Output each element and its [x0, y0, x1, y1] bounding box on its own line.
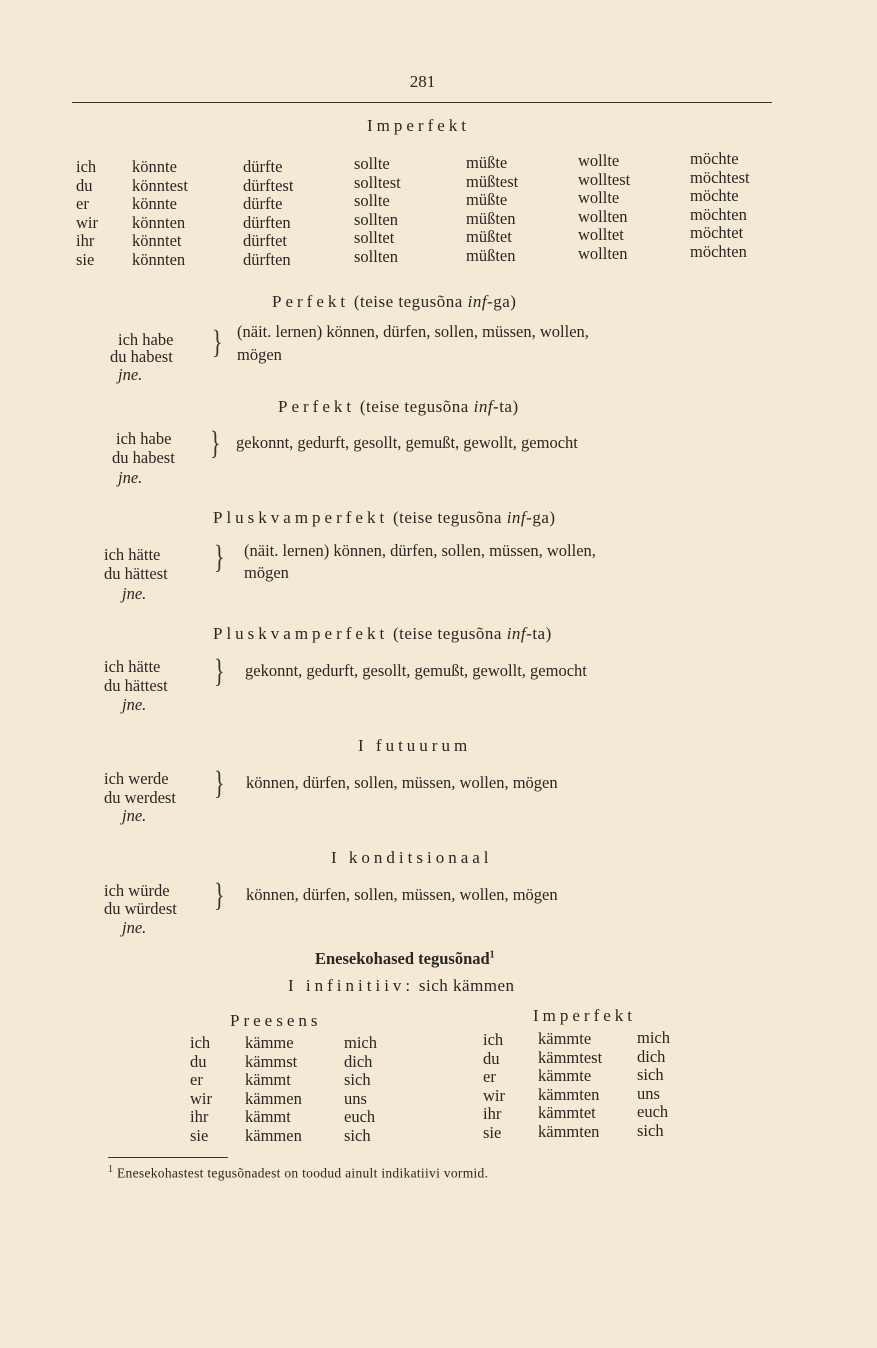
perfekt-ptc-heading [278, 397, 519, 417]
plusq-inf-verbs-line1: (näit. lernen) können, dürfen, sollen, müssen, wollen, [244, 541, 596, 560]
plusq-ptc-etc: jne. [122, 695, 147, 714]
plusq-inf-etc: jne. [122, 584, 147, 603]
imperfekt-column-moegen [690, 150, 750, 262]
table-cell: uns [637, 1083, 660, 1103]
imperfekt-reflexive-heading: Imperfekt [533, 1006, 637, 1025]
table-cell: dürftet [243, 231, 287, 251]
table-cell: wir [483, 1085, 505, 1105]
perfekt-inf-title: Perfekt [272, 292, 350, 311]
table-cell: sich [344, 1070, 371, 1090]
perfekt-inf-verbs-line2: mögen [237, 345, 282, 364]
table-cell: mich [637, 1028, 670, 1047]
footnote-text: Enesekohastest tegusõnadest on toodud ainult indikatiivi vormid. [117, 1165, 489, 1181]
reflexive-title-text: Enesekohased tegusõnad [315, 949, 490, 968]
table-cell: kämme [245, 1033, 294, 1052]
table-cell: kämmte [538, 1066, 592, 1086]
plusq-inf-note-post: -ga) [526, 508, 556, 527]
table-cell: müßtest [466, 171, 519, 191]
table-cell: wir [76, 212, 98, 232]
plusq-inf-note-pre: (teise tegusõna [392, 508, 507, 527]
perfekt-inf-note-post: -ga) [487, 292, 517, 311]
table-cell: wolltest [578, 169, 631, 189]
table-cell: dürfte [243, 194, 283, 214]
futurum-brace: } [214, 763, 225, 801]
imperfekt-column-wollen [578, 152, 630, 264]
imperfekt-column-sollen [354, 155, 401, 267]
table-cell: ihr [76, 231, 95, 251]
futurum-heading: I futuurum [358, 736, 472, 755]
table-cell: möchtet [690, 223, 744, 243]
plusq-ptc-note-pre: (teise tegusõna [392, 624, 507, 643]
praesens-verbs [245, 1034, 302, 1146]
table-cell: könnte [132, 194, 177, 214]
table-cell: ich [76, 157, 97, 176]
table-cell: dich [344, 1051, 373, 1071]
table-cell: könnten [132, 212, 186, 232]
footnote [108, 1164, 488, 1182]
konditsionaal-etc: jne. [122, 918, 147, 937]
perfekt-ptc-etc: jne. [118, 468, 143, 487]
table-cell: dürfte [243, 157, 283, 176]
table-cell: kämmtest [538, 1047, 603, 1067]
footnote-rule [108, 1157, 228, 1158]
table-cell: möchten [690, 204, 747, 224]
perfekt-inf-etc: jne. [118, 365, 143, 384]
table-cell: kämmen [245, 1125, 302, 1145]
perfekt-ptc-subject-1: ich habe [116, 429, 172, 448]
plusq-inf-title: Pluskvamperfekt [213, 508, 389, 527]
table-cell: sich [344, 1125, 371, 1145]
table-cell: mich [344, 1033, 377, 1052]
reflexive-infinitive [288, 976, 515, 996]
table-cell: dich [637, 1046, 666, 1066]
table-cell: wollten [578, 206, 628, 226]
table-cell: wir [190, 1088, 212, 1108]
plusq-inf-subject-2: du hättest [104, 564, 168, 583]
table-cell: wollte [578, 151, 620, 170]
table-cell: sollten [354, 246, 398, 266]
table-cell: er [76, 194, 89, 214]
plusq-inf-subject-1: ich hätte [104, 545, 161, 564]
perfekt-ptc-note-italic: inf [473, 397, 494, 416]
perfekt-ptc-brace: } [210, 423, 221, 461]
table-cell: dürften [243, 249, 291, 269]
konditsionaal-heading: I konditsionaal [331, 848, 493, 867]
plusq-ptc-brace: } [214, 651, 225, 689]
plusq-ptc-title: Pluskvamperfekt [213, 624, 389, 643]
table-cell: dürftest [243, 175, 294, 195]
table-cell: ihr [483, 1104, 502, 1124]
perfekt-inf-verbs-line1: (näit. lernen) können, dürfen, sollen, müssen, wollen, [237, 322, 589, 341]
table-cell: kämmtet [538, 1103, 596, 1123]
perfekt-inf-subject-2: du habest [110, 347, 173, 366]
perfekt-ptc-subject-2: du habest [112, 448, 175, 467]
plusq-inf-brace: } [214, 537, 225, 575]
perfekt-ptc-participles: gekonnt, gedurft, gesollt, gemußt, gewollt, gemocht [236, 433, 578, 452]
table-cell: sie [76, 249, 95, 269]
table-cell: du [76, 175, 93, 195]
konditsionaal-subject-1: ich würde [104, 881, 170, 900]
konditsionaal-verbs: können, dürfen, sollen, müssen, wollen, mögen [246, 885, 558, 904]
praesens-heading: Preesens [230, 1011, 322, 1030]
table-cell: müßten [466, 208, 516, 228]
table-cell: sich [637, 1065, 664, 1085]
perfekt-inf-note-italic: inf [467, 292, 488, 311]
footnote-mark: 1 [108, 1164, 114, 1175]
table-cell: solltet [354, 228, 395, 248]
plusq-inf-note-italic: inf [506, 508, 527, 527]
futurum-subject-2: du werdest [104, 788, 176, 807]
table-cell: sollte [354, 154, 390, 173]
plusq-ptc-subject-2: du hättest [104, 676, 168, 695]
futurum-verbs: können, dürfen, sollen, müssen, wollen, mögen [246, 773, 558, 792]
table-cell: euch [637, 1102, 669, 1122]
table-cell: ich [483, 1030, 504, 1049]
table-cell: müßten [466, 245, 516, 265]
table-cell: er [190, 1070, 203, 1090]
table-cell: müßtet [466, 227, 512, 247]
table-cell: wolltet [578, 225, 624, 245]
table-cell: möchte [690, 149, 739, 168]
table-cell: wollten [578, 243, 628, 263]
perfekt-inf-brace: } [212, 322, 223, 360]
reflexive-infinitive-value: sich kämmen [418, 976, 515, 995]
table-cell: möchten [690, 241, 747, 261]
table-cell: kämmt [245, 1070, 291, 1090]
table-cell: möchte [690, 186, 739, 206]
table-cell: sich [637, 1120, 664, 1140]
table-cell: sie [190, 1125, 209, 1145]
perfekt-inf-heading [272, 292, 516, 312]
table-cell: uns [344, 1088, 367, 1108]
perfekt-ptc-note-pre: (teise tegusõna [359, 397, 474, 416]
table-cell: müßte [466, 190, 508, 210]
table-cell: kämmten [538, 1121, 600, 1141]
table-cell: dürften [243, 212, 291, 232]
plusq-ptc-participles: gekonnt, gedurft, gesollt, gemußt, gewollt, gemocht [245, 661, 587, 680]
table-cell: kämmten [538, 1084, 600, 1104]
table-cell: kämmst [245, 1051, 298, 1071]
table-cell: ich [190, 1033, 211, 1052]
imperfekt-reflexive-reflexives [637, 1029, 670, 1141]
imperfekt-reflexive-pronouns [483, 1031, 505, 1143]
table-cell: du [190, 1051, 207, 1071]
table-cell: sollten [354, 209, 398, 229]
plusq-ptc-note-post: -ta) [526, 624, 552, 643]
plusq-inf-heading [213, 508, 556, 528]
plusq-ptc-subject-1: ich hätte [104, 657, 161, 676]
perfekt-ptc-title: Perfekt [278, 397, 356, 416]
table-cell: wollte [578, 188, 620, 208]
imperfekt-pronouns [76, 158, 98, 270]
futurum-etc: jne. [122, 806, 147, 825]
table-cell: könntest [132, 175, 188, 195]
table-cell: ihr [190, 1107, 209, 1127]
table-cell: sie [483, 1122, 502, 1142]
header-rule [72, 102, 772, 103]
table-cell: du [483, 1048, 500, 1068]
perfekt-inf-subject-1: ich habe [118, 330, 174, 349]
praesens-reflexives [344, 1034, 377, 1146]
imperfekt-column-muessen [466, 154, 518, 266]
table-cell: möchtest [690, 167, 750, 187]
table-cell: kämmen [245, 1088, 302, 1108]
perfekt-ptc-note-post: -ta) [493, 397, 519, 416]
table-cell: kämmt [245, 1107, 291, 1127]
table-cell: solltest [354, 172, 401, 192]
table-cell: er [483, 1067, 496, 1087]
reflexive-title [315, 949, 495, 969]
reflexive-infinitive-label: I infinitiiv: [288, 976, 415, 995]
reflexive-footnote-mark: 1 [489, 949, 495, 961]
table-cell: euch [344, 1107, 376, 1127]
table-cell: könnten [132, 249, 186, 269]
table-cell: kämmte [538, 1029, 592, 1048]
imperfekt-reflexive-verbs [538, 1030, 602, 1142]
konditsionaal-brace: } [214, 875, 225, 913]
futurum-subject-1: ich werde [104, 769, 169, 788]
plusq-ptc-heading [213, 624, 552, 644]
page-number: 281 [409, 72, 436, 91]
plusq-inf-verbs-line2: mögen [244, 563, 289, 582]
imperfekt-heading: Imperfekt [367, 116, 471, 135]
konditsionaal-subject-2: du würdest [104, 899, 177, 918]
table-cell: müßte [466, 153, 508, 172]
table-cell: könnte [132, 157, 177, 176]
table-cell: sollte [354, 191, 390, 211]
perfekt-inf-note-pre: (teise tegusõna [353, 292, 468, 311]
praesens-pronouns [190, 1034, 212, 1146]
imperfekt-column-duerfen [243, 158, 293, 270]
imperfekt-column-koennen [132, 158, 188, 270]
plusq-ptc-note-italic: inf [506, 624, 527, 643]
table-cell: könntet [132, 231, 182, 251]
